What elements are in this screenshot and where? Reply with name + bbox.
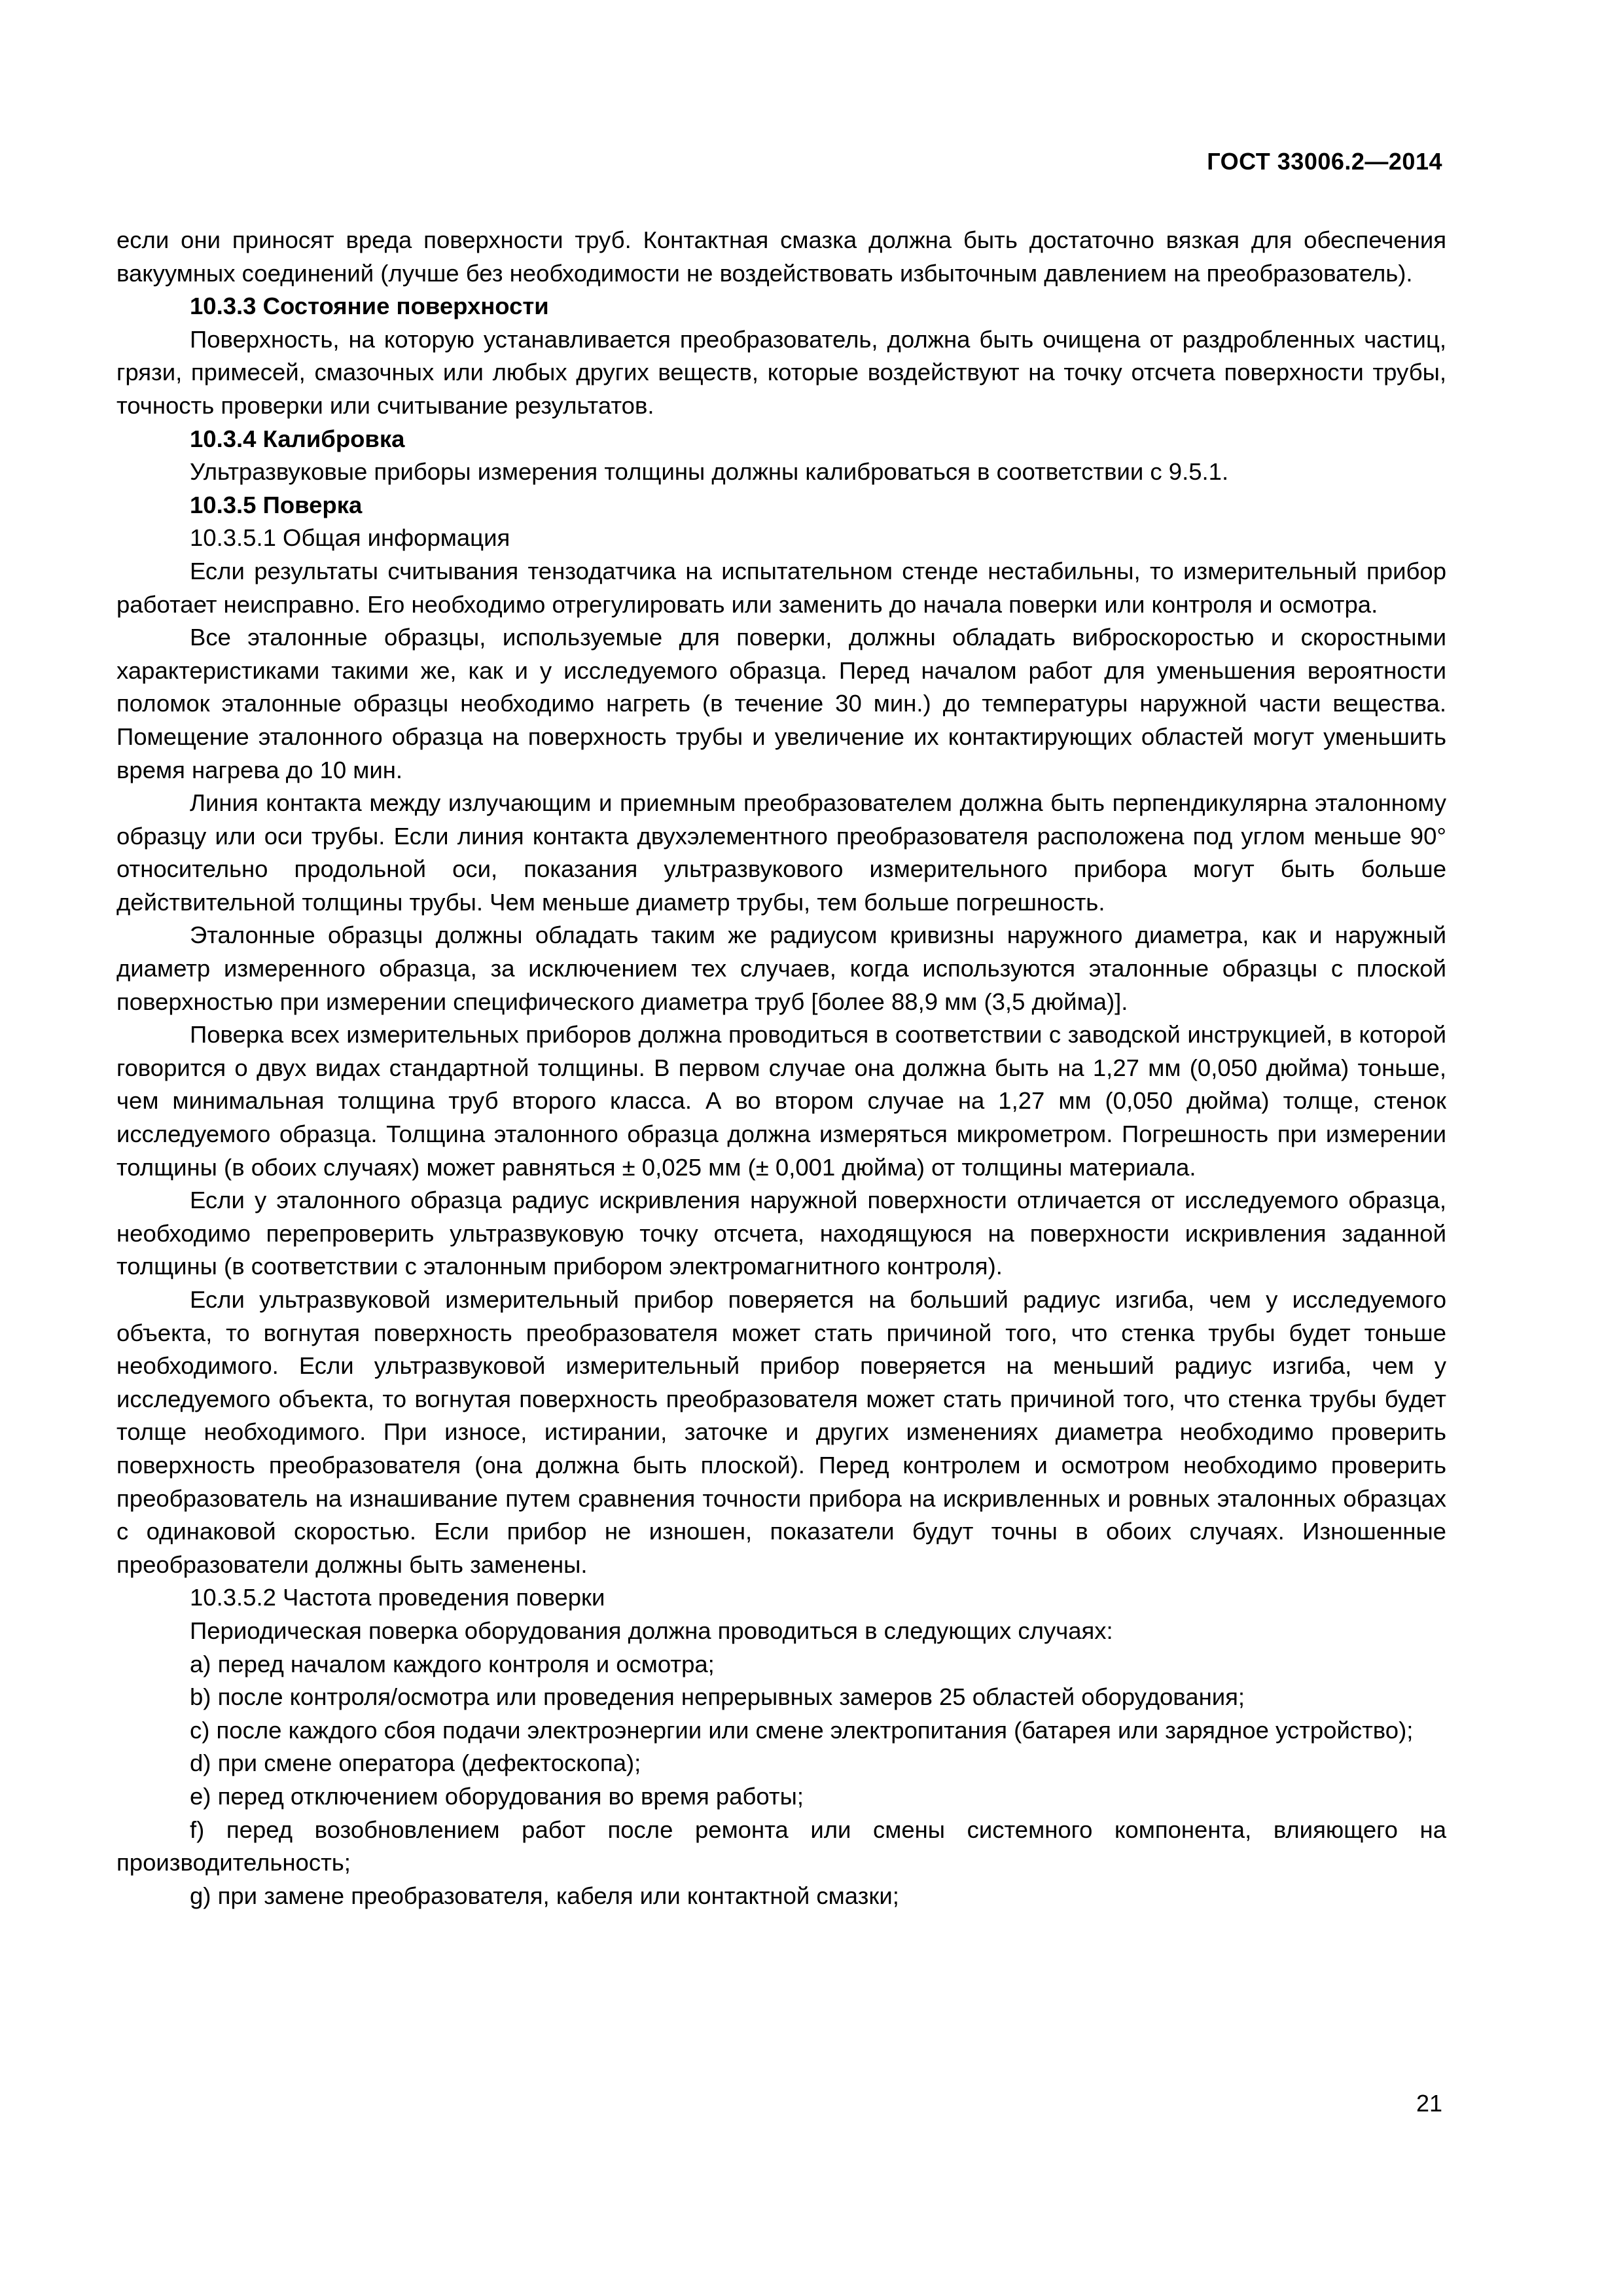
section-heading-10-3-4: 10.3.4 Калибровка [190, 425, 405, 452]
paragraph: Периодическая поверка оборудования должна проводиться в следующих случаях: [190, 1617, 1113, 1644]
list-item: c) после каждого сбоя подачи электроэнергии или смене электропитания (батарея или зарядное устройство); [190, 1716, 1414, 1744]
section-heading-10-3-5: 10.3.5 Поверка [190, 491, 363, 518]
paragraph: Ультразвуковые приборы измерения толщины должны калиброваться в соответствии с 9.5.1. [190, 458, 1229, 486]
paragraph-continuation: если они приносят вреда поверхности труб. Контактная смазка должна быть достаточно вязкая для обеспечения вакуумных соединений (лучше без необходимости не воздействовать избыточным давлением на преобразователь). [116, 226, 1446, 287]
paragraph: Если результаты считывания тензодатчика на испытательном стенде нестабильны, то измерительный прибор работает неисправно. Его необходимо отрегулировать или заменить до начала поверки или контроля и осмотра. [116, 557, 1446, 618]
section-heading-10-3-3: 10.3.3 Состояние поверхности [190, 293, 549, 320]
subsection-heading-10-3-5-2: 10.3.5.2 Частота проведения поверки [190, 1584, 605, 1611]
list-item: g) при замене преобразователя, кабеля или контактной смазки; [190, 1882, 899, 1909]
page-number: 21 [1416, 2090, 1442, 2117]
paragraph: Поверхность, на которую устанавливается преобразователь, должна быть очищена от раздробленных частиц, грязи, примесей, смазочных или любых других веществ, которые воздействуют на точку отсчета поверхности трубы, точность проверки или считывание результатов. [116, 325, 1446, 419]
list-item: a) перед началом каждого контроля и осмотра; [190, 1650, 715, 1677]
paragraph: Все эталонные образцы, используемые для поверки, должны обладать виброскоростью и скоростными характеристиками такими же, как и у исследуемого образца. Перед началом работ для уменьшения вероятности поломок эталонные образцы необходимо нагреть (в течение 30 мин.) до температуры наружной части вещества. Помещение эталонного образца на поверхность трубы и увеличение их контактирующих областей могут уменьшить время нагрева до 10 мин. [116, 624, 1446, 783]
list-item: f) перед возобновлением работ после ремонта или смены системного компонента, влияющего на производительность; [116, 1816, 1446, 1876]
list-item: e) перед отключением оборудования во время работы; [190, 1782, 804, 1810]
paragraph: Поверка всех измерительных приборов должна проводиться в соответствии с заводской инструкцией, в которой говорится о двух видах стандартной толщины. В первом случае она должна быть на 1,27 мм (0,050 дюйма) тоньше, чем минимальная толщина труб второго класса. А во втором случае на 1,27 мм (0,050 дюйма) толще, стенок исследуемого образца. Толщина эталонного образца должна измеряться микрометром. Погрешность при измерении толщины (в обоих случаях) может равняться ± 0,025 мм (± 0,001 дюйма) от толщины материала. [116, 1021, 1446, 1181]
paragraph: Если у эталонного образца радиус искривления наружной поверхности отличается от исследуемого образца, необходимо перепроверить ультразвуковую точку отсчета, находящуюся на поверхности искривления заданной толщины (в соответствии с эталонным прибором электромагнитного контроля). [116, 1187, 1446, 1280]
paragraph: Если ультразвуковой измерительный прибор поверяется на больший радиус изгиба, чем у исследуемого объекта, то вогнутая поверхность преобразователя может стать причиной того, что стенка трубы будет тоньше необходимого. Если ультразвуковой измерительный прибор поверяется на меньший радиус изгиба, чем у исследуемого объекта, то вогнутая поверхность преобразователя может стать причиной того, что стенка трубы будет толще необходимого. При износе, истирании, заточке и других изменениях диаметра необходимо проверить поверхность преобразователя (она должна быть плоской). Перед контролем и осмотром необходимо проверить преобразователь на изнашивание путем сравнения точности прибора на искривленных и ровных эталонных образцах с одинаковой скоростью. Если прибор не изношен, показатели будут точны в обоих случаях. Изношенные преобразователи должны быть заменены. [116, 1286, 1446, 1578]
paragraph: Эталонные образцы должны обладать таким же радиусом кривизны наружного диаметра, как и наружный диаметр измеренного образца, за исключением тех случаев, когда используются эталонные образцы с плоской поверхностью при измерении специфического диаметра труб [более 88,9 мм (3,5 дюйма)]. [116, 922, 1446, 1015]
document-code-header: ГОСТ 33006.2—2014 [1207, 148, 1442, 175]
list-item: b) после контроля/осмотра или проведения непрерывных замеров 25 областей оборудования; [190, 1683, 1245, 1711]
list-item: d) при смене оператора (дефектоскопа); [190, 1749, 641, 1777]
document-body [116, 224, 1446, 1912]
paragraph: Линия контакта между излучающим и приемным преобразователем должна быть перпендикулярна эталонному образцу или оси трубы. Если линия контакта двухэлементного преобразователя расположена под углом меньше 90° относительно продольной оси, показания ультразвукового измерительного прибора могут быть больше действительной толщины трубы. Чем меньше диаметр трубы, тем больше погрешность. [116, 789, 1446, 916]
subsection-heading-10-3-5-1: 10.3.5.1 Общая информация [190, 524, 510, 552]
